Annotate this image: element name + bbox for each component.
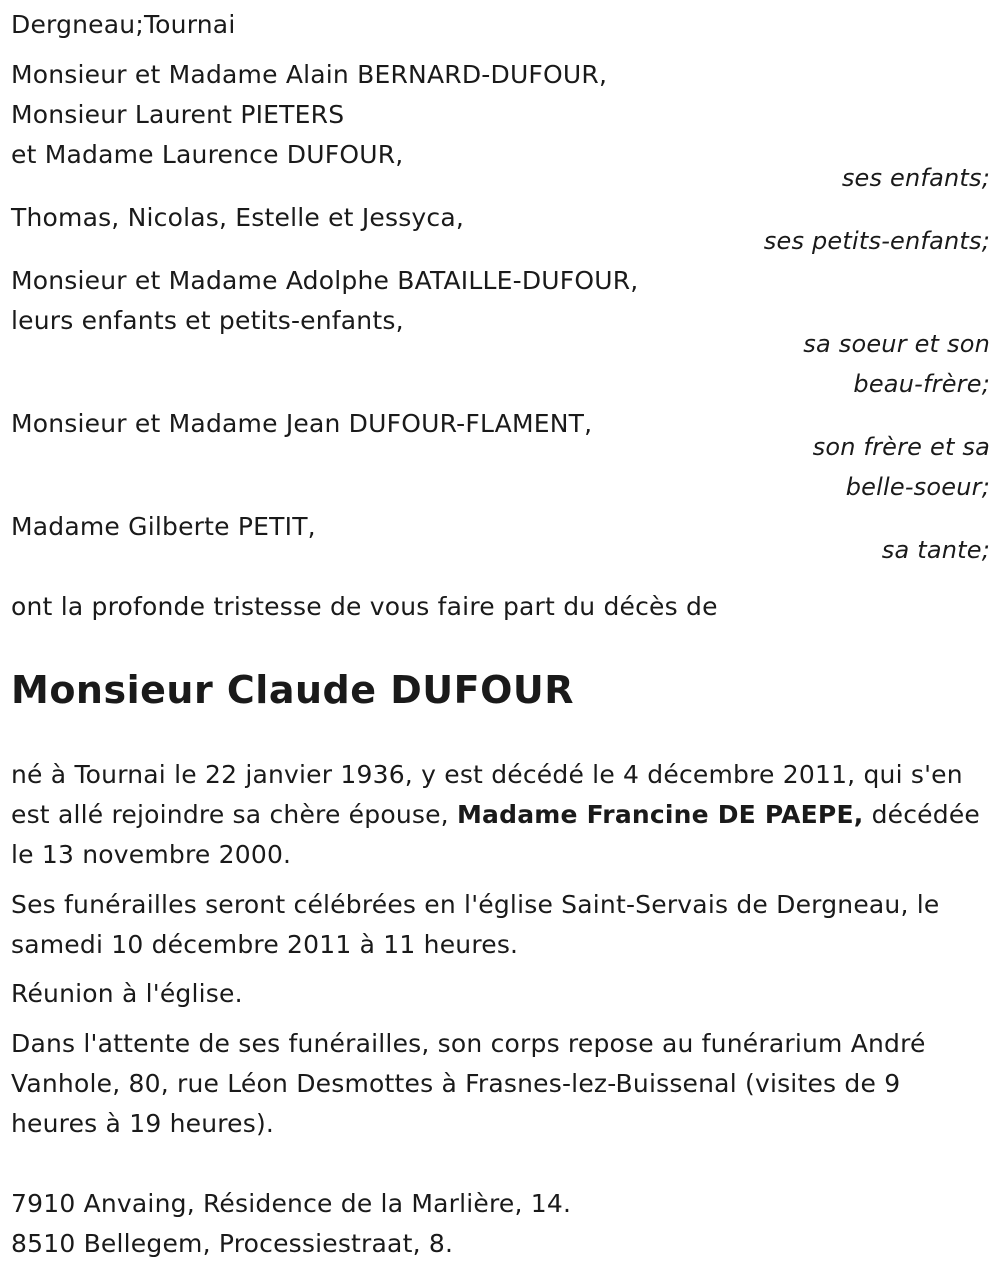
- address-line: 7910 Anvaing, Résidence de la Marlière, 14.: [11, 1189, 572, 1218]
- family-line: Madame Gilberte PETIT,: [11, 512, 316, 541]
- relation-label: sa soeur et son: [803, 330, 990, 358]
- birth-death-paragraph: [11, 755, 991, 875]
- spouse-name: Madame Francine DE PAEPE,: [456, 800, 864, 829]
- family-line: Monsieur Laurent PIETERS: [11, 100, 345, 129]
- relation-label: sa tante;: [881, 536, 990, 564]
- address-line: 8510 Bellegem, Processiestraat, 8.: [11, 1229, 454, 1258]
- relation-label: son frère et sa: [812, 433, 990, 461]
- viewing-paragraph: Dans l'attente de ses funérailles, son corps repose au funérarium André Vanhole, 80, rue Léon Desmottes à Frasnes-lez-Buissenal (visites de 9 heures à 19 heures).: [11, 1029, 926, 1138]
- meeting-paragraph: Réunion à l'église.: [11, 979, 243, 1008]
- family-line: Monsieur et Madame Adolphe BATAILLE-DUFOUR,: [11, 266, 639, 295]
- spouse-death-text: décédée le 13 novembre 2000.: [11, 800, 980, 869]
- deceased-name: Monsieur Claude DUFOUR: [11, 668, 575, 712]
- relation-label: ses petits-enfants;: [763, 227, 990, 255]
- header-place: Dergneau;Tournai: [11, 10, 236, 39]
- family-line: leurs enfants et petits-enfants,: [11, 306, 404, 335]
- funeral-paragraph: Ses funérailles seront célébrées en l'église Saint-Servais de Dergneau, le samedi 10 décembre 2011 à 11 heures.: [11, 890, 940, 959]
- relation-label: beau-frère;: [853, 370, 990, 398]
- family-line: et Madame Laurence DUFOUR,: [11, 140, 404, 169]
- family-line: Thomas, Nicolas, Estelle et Jessyca,: [11, 203, 465, 232]
- family-line: Monsieur et Madame Alain BERNARD-DUFOUR,: [11, 60, 608, 89]
- birth-text: né à Tournai le 22 janvier 1936, y est décédé le 4 décembre 2011, qui s'en est allé rejoindre sa chère épouse,: [11, 760, 963, 829]
- family-line: Monsieur et Madame Jean DUFOUR-FLAMENT,: [11, 409, 593, 438]
- announcement-text: ont la profonde tristesse de vous faire part du décès de: [11, 592, 718, 621]
- relation-label: ses enfants;: [841, 164, 990, 192]
- relation-label: belle-soeur;: [845, 473, 990, 501]
